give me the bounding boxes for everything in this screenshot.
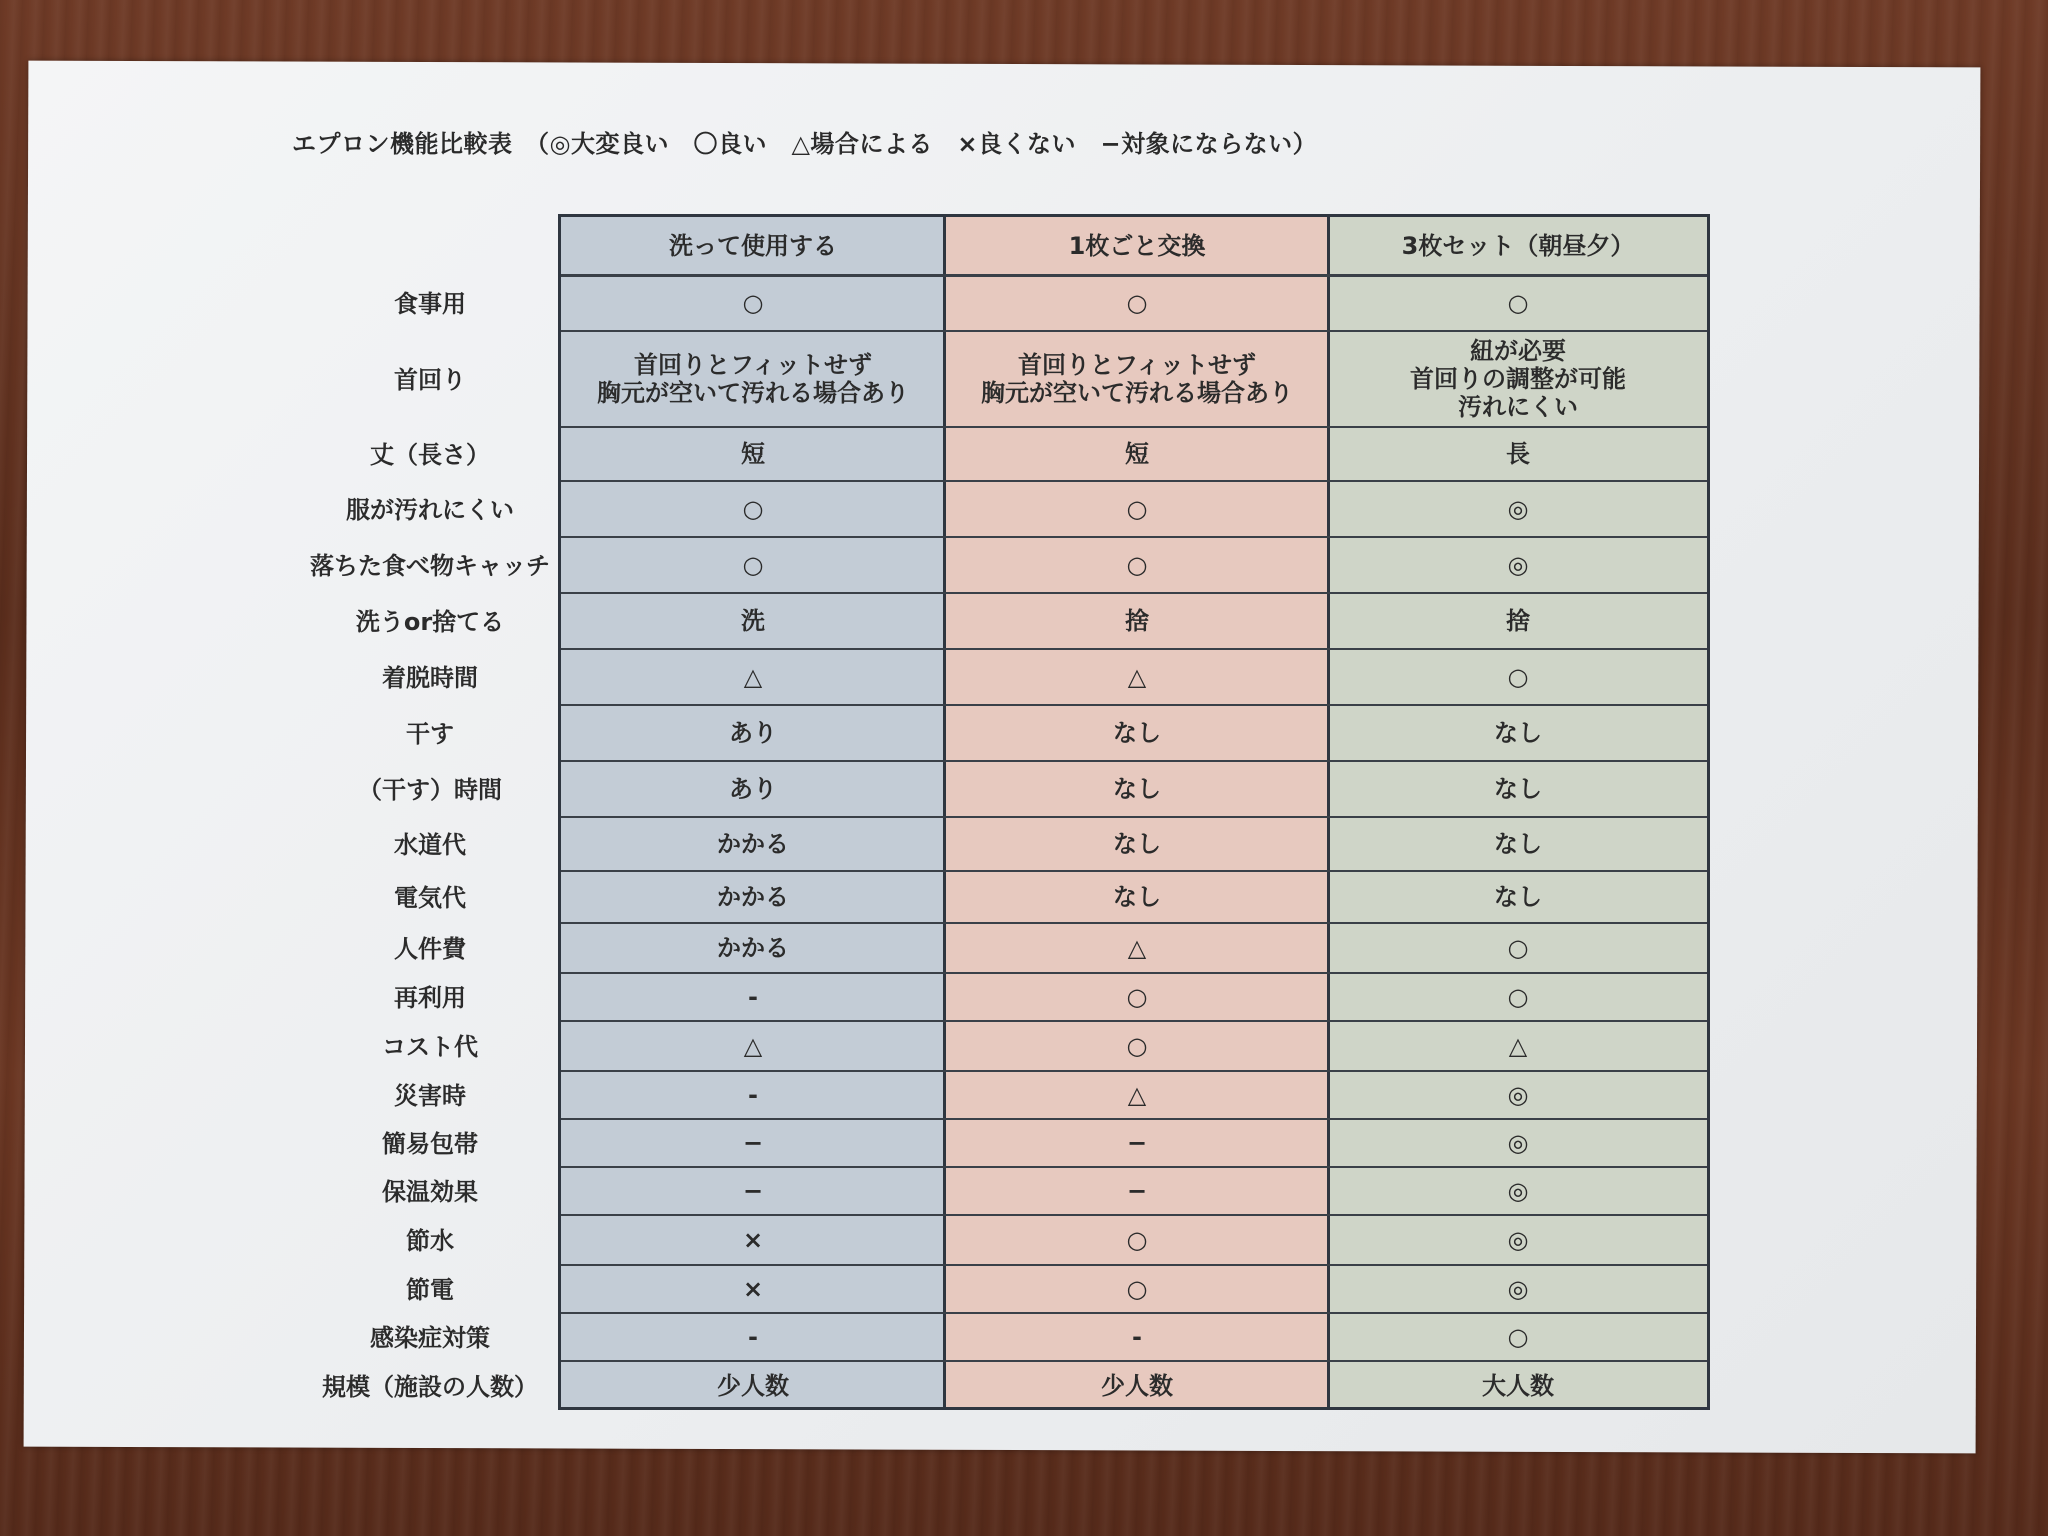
table-cell: 首回りとフィットせず 胸元が空いて汚れる場合あり [981, 351, 1293, 407]
row-label: 着脱時間 [382, 664, 478, 692]
table-cell: ○ [1507, 289, 1529, 317]
table-cell: ◎ [1507, 495, 1529, 523]
comparison-table [558, 214, 1710, 1410]
table-cell: なし [1494, 775, 1542, 803]
table-cell: ○ [1126, 983, 1148, 1011]
table-cell: なし [1113, 775, 1161, 803]
table-cell: - [748, 1081, 758, 1109]
table-cell: なし [1494, 719, 1542, 747]
table-cell: 大人数 [1482, 1372, 1554, 1400]
table-cell: ○ [1126, 495, 1148, 523]
table-cell: △ [1127, 663, 1147, 691]
table-cell: × [742, 1275, 764, 1303]
table-cell: ◎ [1507, 1081, 1529, 1109]
table-title: エプロン機能比較表 （◎大変良い 〇良い △場合による ×良くない −対象にならない） [292, 130, 1318, 158]
row-label: 電気代 [394, 884, 466, 912]
table-cell: △ [743, 1032, 763, 1060]
row-label: 規模（施設の人数） [322, 1373, 538, 1401]
table-cell: ◎ [1507, 1129, 1529, 1157]
table-cell: 長 [1506, 440, 1530, 468]
table-cell: ○ [1126, 1032, 1148, 1060]
table-cell: ○ [1507, 983, 1529, 1011]
row-label: 保温効果 [382, 1178, 478, 1206]
row-label: 食事用 [394, 290, 466, 318]
table-cell: ◎ [1507, 551, 1529, 579]
table-cell: 短 [741, 440, 765, 468]
table-cell: かかる [717, 934, 789, 962]
table-cell: × [742, 1226, 764, 1254]
row-label: 水道代 [394, 831, 466, 859]
table-cell: ○ [742, 495, 764, 523]
row-label: 節水 [406, 1227, 454, 1255]
table-cell: 洗 [741, 607, 765, 635]
row-label: コスト代 [382, 1033, 478, 1061]
table-cell: △ [743, 663, 763, 691]
table-cell: 捨 [1506, 607, 1530, 635]
table-cell: ○ [1126, 1226, 1148, 1254]
row-label: （干す）時間 [358, 776, 502, 804]
table-cell: あり [729, 719, 777, 747]
column-header: 洗って使用する [669, 232, 837, 260]
table-cell: ○ [742, 289, 764, 317]
table-cell: ◎ [1507, 1177, 1529, 1205]
table-cell: ○ [1126, 289, 1148, 317]
table-cell: ◎ [1507, 1226, 1529, 1254]
table-cell: △ [1508, 1032, 1528, 1060]
row-label: 丈（長さ） [370, 441, 490, 469]
table-cell: かかる [717, 830, 789, 858]
table-cell: ○ [1126, 1275, 1148, 1303]
table-cell: なし [1113, 883, 1161, 911]
table-cell: - [748, 1323, 758, 1351]
table-cell: なし [1113, 830, 1161, 858]
table-cell: なし [1113, 719, 1161, 747]
table-cell: − [742, 1129, 764, 1157]
table-cell: あり [729, 775, 777, 803]
table-cell: ○ [1126, 551, 1148, 579]
row-label: 節電 [406, 1276, 454, 1304]
row-label: 人件費 [394, 935, 466, 963]
table-cell: ○ [1507, 1323, 1529, 1351]
table-cell: ○ [742, 551, 764, 579]
row-label: 落ちた食べ物キャッチ [310, 552, 550, 580]
table-cell: − [1126, 1177, 1148, 1205]
table-cell: △ [1127, 1081, 1147, 1109]
table-cell: - [1132, 1323, 1142, 1351]
table-cell: 少人数 [1101, 1372, 1173, 1400]
table-cell: 捨 [1125, 607, 1149, 635]
table-cell: 少人数 [717, 1372, 789, 1400]
row-label: 災害時 [394, 1082, 466, 1110]
column-header: 1枚ごと交換 [1068, 232, 1206, 260]
row-label: 感染症対策 [370, 1324, 490, 1352]
row-label: 服が汚れにくい [346, 496, 514, 524]
row-label: 洗うor捨てる [355, 608, 505, 636]
table-cell: 短 [1125, 440, 1149, 468]
table-cell: - [748, 983, 758, 1011]
column-header: 3枚セット（朝昼夕） [1401, 232, 1635, 260]
table-cell: △ [1127, 934, 1147, 962]
table-cell: かかる [717, 883, 789, 911]
table-cell: ○ [1507, 663, 1529, 691]
row-label: 再利用 [394, 984, 466, 1012]
row-label: 首回り [394, 366, 466, 394]
table-cell: ○ [1507, 934, 1529, 962]
row-label: 干す [406, 720, 454, 748]
table-cell: 首回りとフィットせず 胸元が空いて汚れる場合あり [597, 351, 909, 407]
row-label: 簡易包帯 [382, 1130, 478, 1158]
table-cell: 紐が必要 首回りの調整が可能 汚れにくい [1410, 337, 1626, 421]
table-cell: なし [1494, 830, 1542, 858]
table-cell: なし [1494, 883, 1542, 911]
table-cell: ◎ [1507, 1275, 1529, 1303]
table-cell: − [1126, 1129, 1148, 1157]
table-cell: − [742, 1177, 764, 1205]
